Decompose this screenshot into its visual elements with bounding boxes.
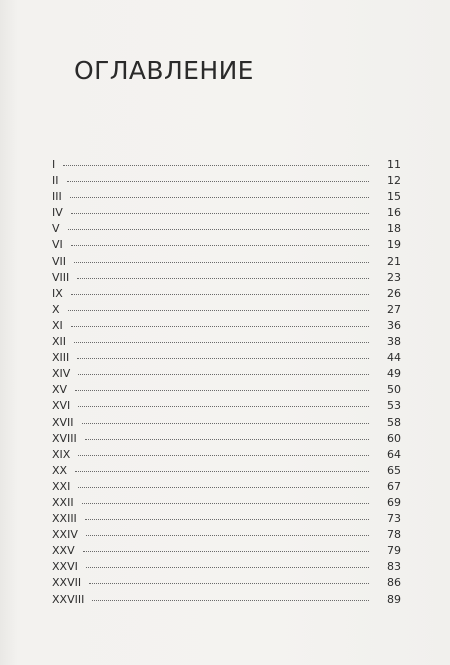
chapter-number: XV <box>52 383 68 397</box>
dot-leader <box>63 164 369 166</box>
page-number: 36 <box>387 318 401 332</box>
chapter-number: XI <box>52 318 63 332</box>
toc-entry[interactable] <box>52 318 401 334</box>
chapter-number: XXIII <box>52 512 77 526</box>
dot-leader <box>68 228 369 230</box>
dot-leader <box>85 438 369 440</box>
table-of-contents <box>52 157 401 608</box>
chapter-number: XXVIII <box>52 592 85 606</box>
page-number: 11 <box>387 158 401 171</box>
page-number: 53 <box>387 399 401 413</box>
dot-leader <box>78 405 369 407</box>
chapter-number: XXVI <box>52 560 78 574</box>
dot-leader <box>75 389 369 391</box>
dot-leader <box>71 293 369 295</box>
chapter-number: XXIV <box>52 528 78 542</box>
page-number: 78 <box>387 528 401 542</box>
dot-leader <box>86 534 369 536</box>
dot-leader <box>68 309 369 311</box>
toc-entry[interactable] <box>52 527 401 543</box>
page-number: 86 <box>387 576 401 590</box>
dot-leader <box>67 180 370 182</box>
page-number: 58 <box>387 415 401 429</box>
chapter-number: XXVII <box>52 576 82 590</box>
page-number: 67 <box>387 479 401 493</box>
chapter-number: X <box>52 302 60 316</box>
chapter-number: VIII <box>52 270 70 284</box>
page-title: ОГЛАВЛЕНИЕ <box>74 56 254 85</box>
page-number: 21 <box>387 254 401 268</box>
page-number: 38 <box>387 335 401 349</box>
dot-leader <box>85 518 369 520</box>
toc-entry[interactable] <box>52 415 401 431</box>
dot-leader <box>78 373 369 375</box>
chapter-number: XVI <box>52 399 71 413</box>
toc-entry[interactable] <box>52 350 401 366</box>
page-number: 60 <box>387 431 401 445</box>
dot-leader <box>71 212 369 214</box>
chapter-number: XVII <box>52 415 74 429</box>
chapter-number: XII <box>52 335 67 349</box>
dot-leader <box>83 550 369 552</box>
page-number: 18 <box>387 222 401 236</box>
toc-entry[interactable] <box>52 511 401 527</box>
chapter-number: V <box>52 222 60 236</box>
page-number: 89 <box>387 592 401 606</box>
dot-leader <box>74 341 369 343</box>
toc-entry[interactable] <box>52 447 401 463</box>
toc-entry[interactable] <box>52 543 401 559</box>
chapter-number: III <box>52 190 62 204</box>
dot-leader <box>71 325 369 327</box>
page-number: 64 <box>387 447 401 461</box>
chapter-number: XXII <box>52 495 74 509</box>
toc-entry[interactable] <box>52 173 401 189</box>
page-number: 65 <box>387 463 401 477</box>
toc-entry[interactable] <box>52 254 401 270</box>
toc-entry[interactable] <box>52 221 401 237</box>
toc-entry[interactable] <box>52 398 401 414</box>
toc-entry[interactable] <box>52 286 401 302</box>
toc-entry[interactable] <box>52 463 401 479</box>
toc-entry[interactable] <box>52 575 401 591</box>
toc-entry[interactable] <box>52 592 401 608</box>
dot-leader <box>77 357 369 359</box>
chapter-number: I <box>52 158 56 171</box>
dot-leader <box>92 599 369 601</box>
page-number: 83 <box>387 560 401 574</box>
page-number: 79 <box>387 544 401 558</box>
chapter-number: XXV <box>52 544 75 558</box>
page-number: 73 <box>387 512 401 526</box>
page-number: 49 <box>387 367 401 381</box>
chapter-number: VI <box>52 238 63 252</box>
dot-leader <box>78 454 369 456</box>
page-number: 15 <box>387 190 401 204</box>
chapter-number: VII <box>52 254 67 268</box>
page-number: 50 <box>387 383 401 397</box>
toc-entry[interactable] <box>52 334 401 350</box>
dot-leader <box>82 422 369 424</box>
dot-leader <box>86 566 369 568</box>
chapter-number: IV <box>52 206 63 220</box>
toc-entry[interactable] <box>52 495 401 511</box>
toc-entry[interactable] <box>52 559 401 575</box>
toc-entry[interactable] <box>52 479 401 495</box>
chapter-number: XXI <box>52 479 71 493</box>
toc-entry[interactable] <box>52 205 401 221</box>
toc-entry[interactable] <box>52 270 401 286</box>
toc-entry[interactable] <box>52 382 401 398</box>
chapter-number: XIV <box>52 367 71 381</box>
chapter-number: IX <box>52 286 63 300</box>
dot-leader <box>82 502 369 504</box>
dot-leader <box>78 486 369 488</box>
chapter-number: II <box>52 174 59 188</box>
dot-leader <box>70 196 369 198</box>
page-number: 19 <box>387 238 401 252</box>
page-number: 12 <box>387 174 401 188</box>
toc-entry[interactable] <box>52 302 401 318</box>
toc-entry[interactable] <box>52 157 401 173</box>
dot-leader <box>74 261 369 263</box>
page-number: 26 <box>387 286 401 300</box>
chapter-number: XIII <box>52 351 70 365</box>
toc-entry[interactable] <box>52 237 401 253</box>
page-number: 16 <box>387 206 401 220</box>
dot-leader <box>77 277 369 279</box>
page-number: 27 <box>387 302 401 316</box>
dot-leader <box>89 582 369 584</box>
page-number: 23 <box>387 270 401 284</box>
chapter-number: XVIII <box>52 431 77 445</box>
toc-entry[interactable] <box>52 189 401 205</box>
chapter-number: XX <box>52 463 68 477</box>
page-number: 44 <box>387 351 401 365</box>
dot-leader <box>71 244 369 246</box>
page-number: 69 <box>387 495 401 509</box>
chapter-number: XIX <box>52 447 71 461</box>
toc-entry[interactable] <box>52 431 401 447</box>
toc-entry[interactable] <box>52 366 401 382</box>
dot-leader <box>75 470 369 472</box>
